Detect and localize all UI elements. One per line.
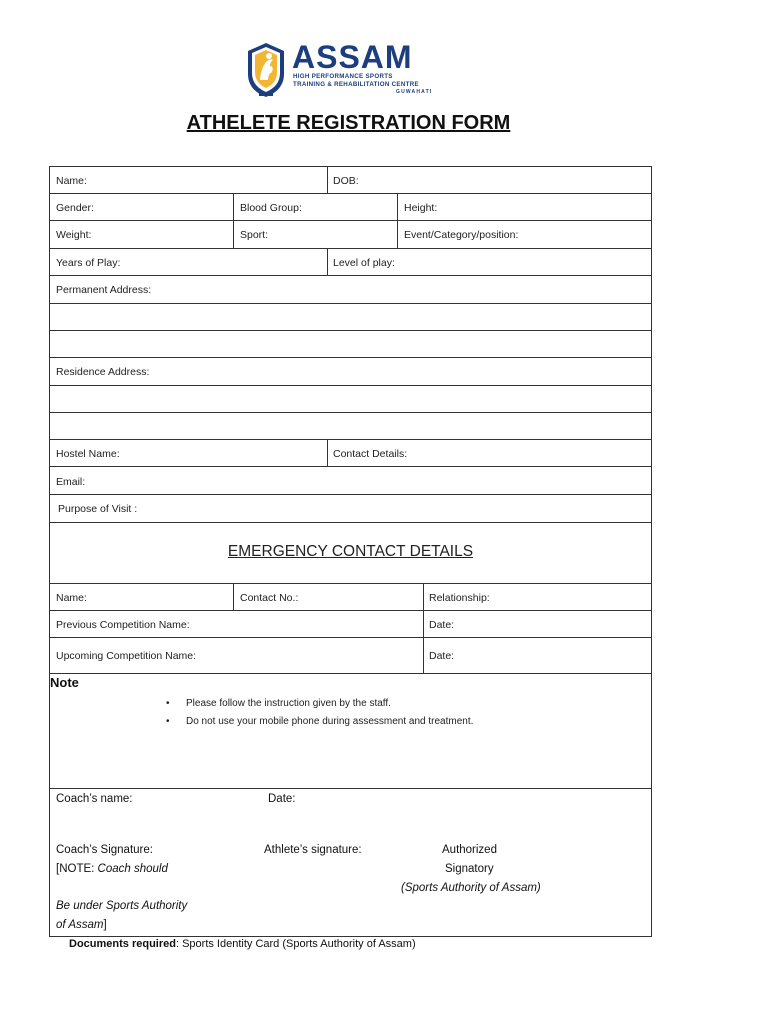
row-divider xyxy=(50,193,651,194)
coach-note-close: ] xyxy=(103,919,107,931)
email-label: Email: xyxy=(56,476,86,488)
organization-logo xyxy=(246,39,433,102)
coach-note-prefix: [NOTE: xyxy=(56,863,98,875)
registration-form xyxy=(49,166,652,937)
row-divider xyxy=(50,248,651,249)
row-divider xyxy=(50,466,651,467)
hostel-name-label: Hostel Name: xyxy=(56,448,120,460)
weight-label: Weight: xyxy=(56,229,92,241)
upcoming-date-label: Date: xyxy=(429,650,455,662)
permanent-address-label: Permanent Address: xyxy=(56,284,152,296)
row-divider xyxy=(50,412,651,413)
note-heading: Note xyxy=(50,675,79,690)
column-divider xyxy=(327,439,328,466)
column-divider xyxy=(233,193,234,248)
row-divider xyxy=(50,303,651,304)
signatory-label: Signatory xyxy=(445,863,494,875)
coach-note-line3 xyxy=(56,919,107,931)
documents-required xyxy=(69,938,416,950)
coach-note-text: Coach should xyxy=(97,863,168,875)
athlete-signature-label: Athlete’s signature: xyxy=(264,844,362,856)
coach-note xyxy=(56,863,168,875)
logo-brand-text: ASSAM xyxy=(292,39,413,75)
bullet-icon: • xyxy=(166,698,170,709)
row-divider xyxy=(50,385,651,386)
coach-note-assam: of Assam xyxy=(56,919,104,931)
emergency-contact-label: Contact No.: xyxy=(240,592,299,604)
contact-details-label: Contact Details: xyxy=(333,448,408,460)
row-divider xyxy=(50,330,651,331)
column-divider xyxy=(327,167,328,193)
coach-name-label: Coach’s name: xyxy=(56,793,133,805)
coach-signature-label: Coach’s Signature: xyxy=(56,844,153,856)
emergency-name-label: Name: xyxy=(56,592,87,604)
gender-label: Gender: xyxy=(56,202,94,214)
logo-subtitle: HIGH PERFORMANCE SPORTS xyxy=(293,73,393,80)
previous-date-label: Date: xyxy=(429,619,455,631)
column-divider xyxy=(423,583,424,673)
emergency-section-title: EMERGENCY CONTACT DETAILS xyxy=(227,543,474,560)
logo-subtitle: GUWAHATI xyxy=(396,89,433,95)
row-divider xyxy=(50,610,651,611)
row-divider xyxy=(50,220,651,221)
relationship-label: Relationship: xyxy=(429,592,490,604)
level-of-play-label: Level of play: xyxy=(333,257,395,269)
logo-subtitle: TRAINING & REHABILITATION CENTRE xyxy=(293,81,419,88)
row-divider xyxy=(50,583,651,584)
coach-note-line2: Be under Sports Authority xyxy=(56,900,188,912)
documents-value: : Sports Identity Card (Sports Authority of Assam) xyxy=(175,938,416,950)
page-title: ATHELETE REGISTRATION FORM xyxy=(186,112,511,134)
residence-address-label: Residence Address: xyxy=(56,366,150,378)
note-item-text: Do not use your mobile phone during assessment and treatment. xyxy=(186,716,474,727)
crest-icon xyxy=(246,42,286,98)
dob-label: DOB: xyxy=(333,175,359,187)
authorized-label: Authorized xyxy=(442,844,497,856)
event-label: Event/Category/position: xyxy=(404,229,519,241)
row-divider xyxy=(50,788,651,789)
years-of-play-label: Years of Play: xyxy=(56,257,121,269)
previous-competition-label: Previous Competition Name: xyxy=(56,619,190,631)
row-divider xyxy=(50,522,651,523)
name-label: Name: xyxy=(56,175,87,187)
note-item xyxy=(166,698,391,709)
bullet-icon: • xyxy=(166,716,170,727)
height-label: Height: xyxy=(404,202,438,214)
row-divider xyxy=(50,494,651,495)
purpose-of-visit-label: Purpose of Visit : xyxy=(58,503,138,515)
row-divider xyxy=(50,275,651,276)
documents-label: Documents required xyxy=(69,938,176,950)
column-divider xyxy=(397,193,398,248)
blood-group-label: Blood Group: xyxy=(240,202,302,214)
row-divider xyxy=(50,637,651,638)
column-divider xyxy=(327,248,328,275)
row-divider xyxy=(50,673,651,674)
column-divider xyxy=(233,583,234,610)
note-item-text: Please follow the instruction given by the staff. xyxy=(186,698,391,709)
row-divider xyxy=(50,439,651,440)
sport-label: Sport: xyxy=(240,229,269,241)
note-item xyxy=(166,716,474,727)
upcoming-competition-label: Upcoming Competition Name: xyxy=(56,650,197,662)
date-label: Date: xyxy=(268,793,296,805)
row-divider xyxy=(50,357,651,358)
sports-authority-label: (Sports Authority of Assam) xyxy=(401,882,541,894)
